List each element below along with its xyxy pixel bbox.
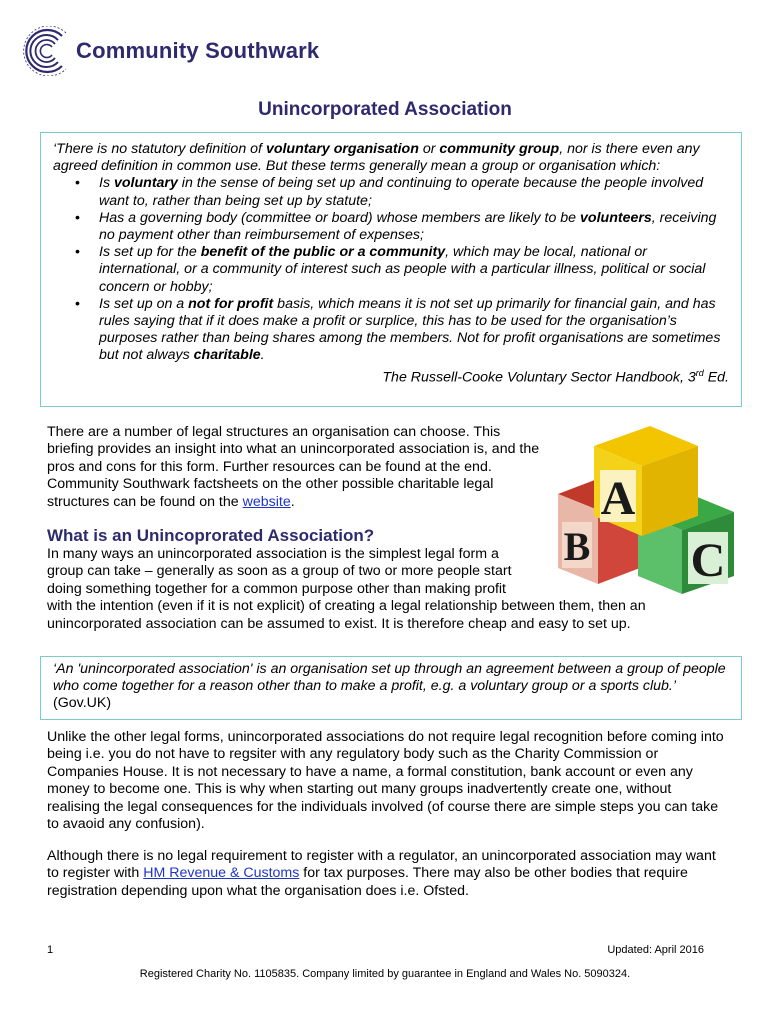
registration-footer: Registered Charity No. 1105835. Company limited by guarantee in England and Wales No. 5090324. (139, 968, 631, 980)
section-paragraph: In many ways an unincorporated association is the simplest legal form a group can take – generally as soon as a group of two or more people start doing something together for a common purpose other than making profit with the intention (even if it is not explicit) of creating a legal relationship between them, then an unincorporated association can be assumed to exist. It is therefore cheap and easy to set up. (47, 546, 646, 632)
page-number: 1 (47, 944, 54, 956)
quote-bullet-list (53, 175, 729, 364)
list-item: • Has a governing body (committee or board) whose members are likely to be volunteers, receiving no payment other than reimbursement of expenses; (75, 209, 717, 244)
block-a-label: A (600, 472, 636, 525)
bullet-icon: • (75, 295, 80, 312)
gov-uk-quote-box: ‘An 'unincorporated association' is an organisation set up through an agreement between a group of people who come together for a reason other than to make a profit, e.g. a voluntary group or a sports club.’ (Gov.UK) (40, 656, 742, 720)
org-name: Community Southwark (76, 38, 320, 63)
bullet-icon: • (75, 209, 80, 226)
hmrc-link[interactable]: HM Revenue & Customs (143, 865, 300, 882)
paragraph-hmrc: Although there is no legal requirement to register with a regulator, an unincorporated association may want to register with HM Revenue & Customs for tax purposes. There may also be other bodies that require registration depending upon what the organisation does i.e. Ofsted. (47, 848, 716, 899)
quote-citation: The Russell-Cooke Voluntary Sector Handbook, 3rd Ed. (382, 367, 729, 386)
bullet-icon: • (75, 175, 80, 192)
block-c-label: C (690, 534, 726, 587)
website-link[interactable]: website (242, 493, 291, 510)
section-heading: What is an Unincoprorated Association? (47, 526, 375, 545)
page-title: Unincorporated Association (258, 99, 512, 120)
updated-date: Updated: April 2016 (607, 944, 704, 956)
logo-icon (22, 26, 72, 76)
bullet-icon: • (75, 244, 80, 261)
list-item: • Is voluntary in the sense of being set up and continuing to operate because the people involved want to, rather than being set up by statute; (75, 175, 704, 209)
definition-quote-box (40, 132, 742, 407)
quote-intro: ‘There is no statutory definition of voluntary organisation or community group, nor is there even any agreed definition in common use. But these terms generally mean a group or organisation which: (53, 141, 700, 175)
paragraph-legal-recognition: Unlike the other legal forms, unincorporated associations do not require legal recognition before coming into being i.e. you do not have to regsiter with any regulatory body such as the Charity Commission or Companies House. It is not necessary to have a name, a formal constitution, bank account or even any money to become one. This is why when starting out many groups inadvertently create one, without realising the legal consequences for the individuals involved (of course there are simple steps you can take to avaoid any confusion). (47, 729, 724, 833)
intro-paragraph: There are a number of legal structures an organisation can choose. This briefing provides an insight into what an unincorporated association is, and the pros and cons for this form. Further resources can be found at the end. Community Southwark factsheets on the other possible charitable legal structures can be found on the website. (47, 424, 540, 510)
list-item: • Is set up for the benefit of the public or a community, which may be local, national or international, or a community of interest such as people with a particular illness, political or social concern or hobby; (75, 244, 706, 295)
block-b-label: B (563, 524, 591, 569)
list-item: • Is set up on a not for profit basis, which means it is not set up primarily for financial gain, and has rules saying that if it does make a profit or surplice, this has to be used for the organisation’s purposes rather than being shares among the members. Not for profit organisations are sometimes but not always charitable. (75, 295, 721, 364)
